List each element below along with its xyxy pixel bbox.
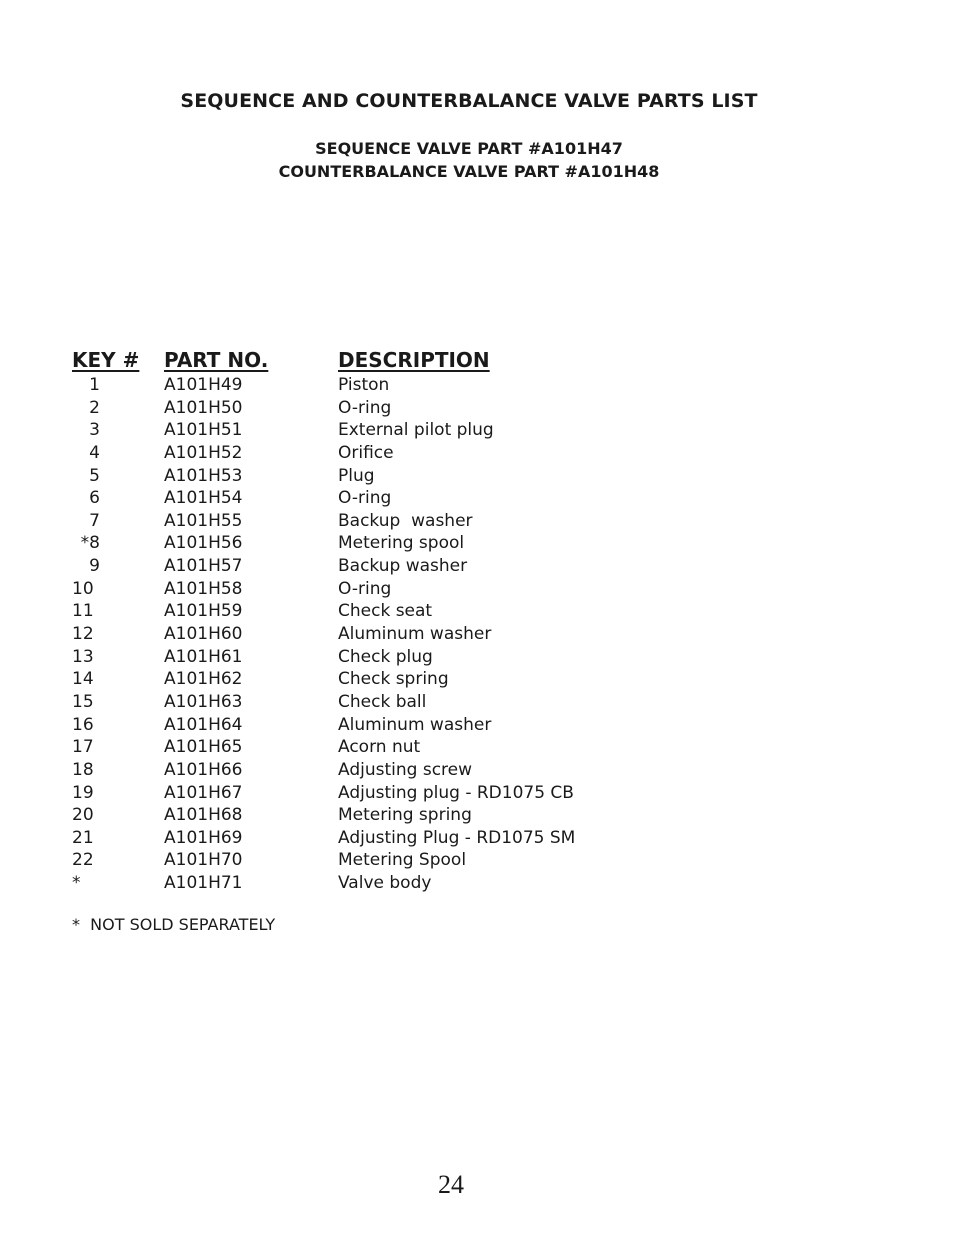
row-description: O-ring	[338, 488, 392, 509]
table-body	[72, 374, 692, 895]
row-key: 18	[72, 759, 94, 780]
header-description: DESCRIPTION	[338, 348, 490, 372]
row-key: 6	[89, 488, 100, 509]
row-description: Backup washer	[338, 556, 468, 577]
row-key: *	[72, 873, 81, 894]
row-part-no: A101H61	[164, 646, 243, 667]
row-description: Aluminum washer	[338, 624, 492, 645]
row-description: O-ring	[338, 578, 392, 599]
table-row	[72, 578, 692, 601]
row-part-no: A101H62	[164, 669, 243, 690]
table-row	[72, 532, 692, 555]
row-key: 7	[89, 510, 100, 531]
table-row	[72, 600, 692, 623]
table-row	[72, 510, 692, 533]
row-description: External pilot plug	[338, 420, 494, 441]
row-description: O-ring	[338, 397, 392, 418]
row-description: Metering spring	[338, 805, 472, 826]
row-key: 21	[72, 827, 94, 848]
parts-table	[72, 346, 692, 895]
row-description: Adjusting plug - RD1075 CB	[338, 782, 574, 803]
table-row	[72, 668, 692, 691]
header-key: KEY #	[72, 348, 140, 372]
table-row	[72, 419, 692, 442]
row-part-no: A101H69	[164, 827, 243, 848]
row-key: 1	[89, 375, 100, 395]
table-row	[72, 465, 692, 488]
table-row	[72, 374, 692, 397]
row-description: Adjusting screw	[338, 759, 473, 780]
page-title: SEQUENCE AND COUNTERBALANCE VALVE PARTS LIST	[180, 90, 758, 112]
row-key: 14	[72, 669, 94, 690]
table-row	[72, 487, 692, 510]
row-part-no: A101H49	[164, 375, 243, 395]
row-key: 2	[89, 397, 100, 418]
table-row	[72, 827, 692, 850]
header-part-no: PART NO.	[164, 348, 269, 372]
row-part-no: A101H65	[164, 737, 243, 758]
table-row	[72, 691, 692, 714]
table-row	[72, 555, 692, 578]
row-part-no: A101H58	[164, 578, 243, 599]
row-part-no: A101H64	[164, 714, 243, 735]
table-row	[72, 782, 692, 805]
table-row	[72, 759, 692, 782]
table-row	[72, 849, 692, 872]
row-part-no: A101H51	[164, 420, 243, 441]
subtitle-sequence-valve: SEQUENCE VALVE PART #A101H47	[315, 139, 623, 158]
table-row	[72, 623, 692, 646]
row-part-no: A101H68	[164, 805, 243, 826]
row-part-no: A101H63	[164, 691, 243, 712]
row-part-no: A101H56	[164, 533, 243, 554]
row-part-no: A101H53	[164, 465, 243, 486]
row-description: Backup washer	[338, 510, 473, 531]
row-description: Check spring	[338, 669, 449, 690]
row-description: Orifice	[338, 442, 394, 463]
table-row	[72, 872, 692, 895]
subtitle-counterbalance-valve: COUNTERBALANCE VALVE PART #A101H48	[278, 162, 660, 181]
row-part-no: A101H52	[164, 442, 243, 463]
row-key: 3	[89, 420, 100, 441]
row-part-no: A101H54	[164, 488, 243, 509]
row-key: 22	[72, 850, 94, 871]
row-key: 19	[72, 782, 94, 803]
row-description: Adjusting Plug - RD1075 SM	[338, 827, 576, 848]
row-key: 10	[72, 578, 94, 599]
row-description: Check ball	[338, 691, 427, 712]
row-key: 17	[72, 737, 94, 758]
table-row	[72, 714, 692, 737]
row-part-no: A101H70	[164, 850, 243, 871]
row-key: 13	[72, 646, 94, 667]
row-key: 5	[89, 465, 100, 486]
row-part-no: A101H57	[164, 556, 243, 577]
row-key: 4	[89, 442, 100, 463]
row-part-no: A101H66	[164, 759, 243, 780]
row-part-no: A101H55	[164, 510, 243, 531]
row-part-no: A101H60	[164, 624, 243, 645]
row-part-no: A101H71	[164, 873, 243, 894]
row-key: 9	[89, 556, 100, 577]
row-part-no: A101H59	[164, 601, 243, 622]
table-row	[72, 397, 692, 420]
row-description: Check seat	[338, 601, 433, 622]
table-row	[72, 736, 692, 759]
table-row	[72, 646, 692, 669]
row-part-no: A101H50	[164, 397, 243, 418]
table-row	[72, 804, 692, 827]
row-description: Metering spool	[338, 533, 465, 554]
row-description: Piston	[338, 375, 390, 395]
row-description: Check plug	[338, 646, 433, 667]
footnote-not-sold-separately: * NOT SOLD SEPARATELY	[72, 915, 276, 934]
row-key: 11	[72, 601, 94, 622]
row-description: Metering Spool	[338, 850, 467, 871]
row-key: 15	[72, 691, 94, 712]
row-description: Valve body	[338, 873, 432, 894]
row-key: 20	[72, 805, 94, 826]
row-description: Acorn nut	[338, 737, 421, 758]
row-key: *8	[80, 533, 100, 554]
table-row	[72, 442, 692, 465]
table-header	[72, 346, 692, 374]
row-key: 12	[72, 624, 94, 645]
page-number: 24	[438, 1170, 464, 1199]
row-description: Plug	[338, 465, 375, 486]
row-part-no: A101H67	[164, 782, 243, 803]
row-description: Aluminum washer	[338, 714, 492, 735]
row-key: 16	[72, 714, 94, 735]
